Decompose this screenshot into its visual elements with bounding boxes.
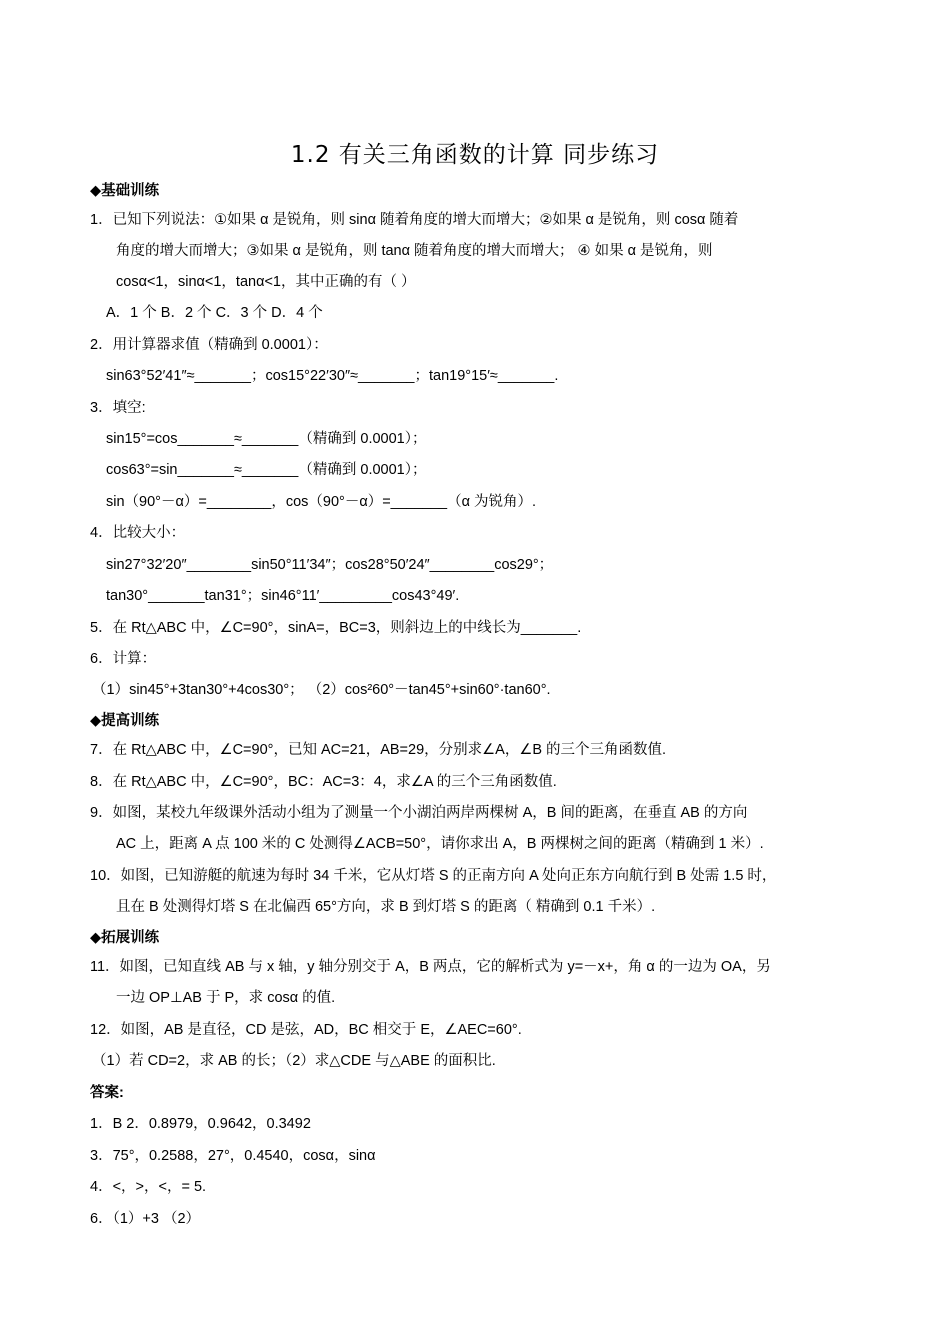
question-4-line-2: sin27°32′20″________sin50°11′34″；cos28°50′24″________cos29°； [106, 557, 554, 573]
question-11-line-1: 11．如图，已知直线 AB 与 x 轴，y 轴分别交于 A，B 两点，它的解析式为 y=－x+，角 α 的一边为 OA，另 [90, 959, 771, 975]
question-3-line-1: 3．填空: [90, 400, 146, 416]
question-1-line-1: 1．已知下列说法：①如果 α 是锐角，则 sinα 随着角度的增大而增大；②如果 α 是锐角，则 cosα 随着 [90, 212, 739, 228]
question-3-line-3: cos63°=sin_______≈_______（精确到 0.0001）； [106, 462, 427, 478]
question-4-line-1: 4．比较大小： [90, 525, 186, 541]
question-1-line-3: cosα<1，sinα<1，tanα<1，其中正确的有（ ） [116, 274, 416, 290]
section-answers-heading: 答案: [90, 1085, 124, 1101]
question-10-line-2: 且在 B 处测得灯塔 S 在北偏西 65°方向，求 B 到灯塔 S 的距离（ 精确到 0.1 千米）. [116, 899, 656, 915]
question-9-line-2: AC 上，距离 A 点 100 米的 C 处测得∠ACB=50°，请你求出 A，B 两棵树之间的距离（精确到 1 米）. [116, 836, 764, 852]
question-12-line-2: （1）若 CD=2，求 AB 的长；（2）求△CDE 与△ABE 的面积比. [92, 1053, 496, 1069]
answer-line-4: 6．（1）+3 （2） [90, 1211, 201, 1227]
question-5: 5．在 Rt△ABC 中，∠C=90°，sinA=，BC=3，则斜边上的中线长为_______. [90, 620, 582, 636]
question-6-line-2: （1）sin45°+3tan30°+4cos30°； （2）cos²60°－tan45°+sin60°·tan60°. [92, 682, 551, 698]
question-3-line-2: sin15°=cos_______≈_______（精确到 0.0001）； [106, 431, 427, 447]
question-11-line-2: 一边 OP⊥AB 于 P，求 cosα 的值. [116, 990, 336, 1006]
question-4-line-3: tan30°_______tan31°；sin46°11′_________cos43°49′. [106, 588, 460, 604]
question-6-line-1: 6．计算： [90, 651, 157, 667]
question-8: 8．在 Rt△ABC 中，∠C=90°，BC：AC=3：4，求∠A 的三个三角函数值. [90, 774, 557, 790]
question-12-line-1: 12．如图，AB 是直径，CD 是弦，AD，BC 相交于 E，∠AEC=60°. [90, 1022, 522, 1038]
answer-line-3: 4．<，>，<，= 5. [90, 1179, 207, 1195]
question-7: 7．在 Rt△ABC 中，∠C=90°，已知 AC=21，AB=29，分别求∠A，∠B 的三个三角函数值. [90, 742, 667, 758]
answer-line-1: 1．B 2．0.8979，0.9642，0.3492 [90, 1116, 311, 1132]
question-9-line-1: 9．如图，某校九年级课外活动小组为了测量一个小湖泊两岸两棵树 A，B 间的距离，在垂直 AB 的方向 [90, 805, 748, 821]
page-title: 1.2 有关三角函数的计算 同步练习 [290, 142, 660, 168]
section-basic-heading: ◆基础训练 [90, 183, 160, 199]
question-2-line-1: 2．用计算器求值（精确到 0.0001）： [90, 337, 328, 353]
question-1-line-2: 角度的增大而增大；③如果 α 是锐角，则 tanα 随着角度的增大而增大； ④ 如果 α 是锐角，则 [116, 243, 713, 259]
section-extend-heading: ◆拓展训练 [90, 930, 160, 946]
answer-line-2: 3．75°，0.2588，27°，0.4540，cosα，sinα [90, 1148, 376, 1164]
question-1-options: A．1 个 B．2 个 C．3 个 D．4 个 [106, 305, 323, 321]
question-3-line-4: sin（90°－α）=________，cos（90°－α）=_______（α 为锐角）. [106, 494, 537, 510]
section-improve-heading: ◆提高训练 [90, 713, 160, 729]
question-10-line-1: 10．如图，已知游艇的航速为每时 34 千米，它从灯塔 S 的正南方向 A 处向正东方向航行到 B 处需 1.5 时， [90, 868, 777, 884]
question-2-line-2: sin63°52′41″≈_______；cos15°22′30″≈_______；tan19°15′≈_______. [106, 368, 559, 384]
